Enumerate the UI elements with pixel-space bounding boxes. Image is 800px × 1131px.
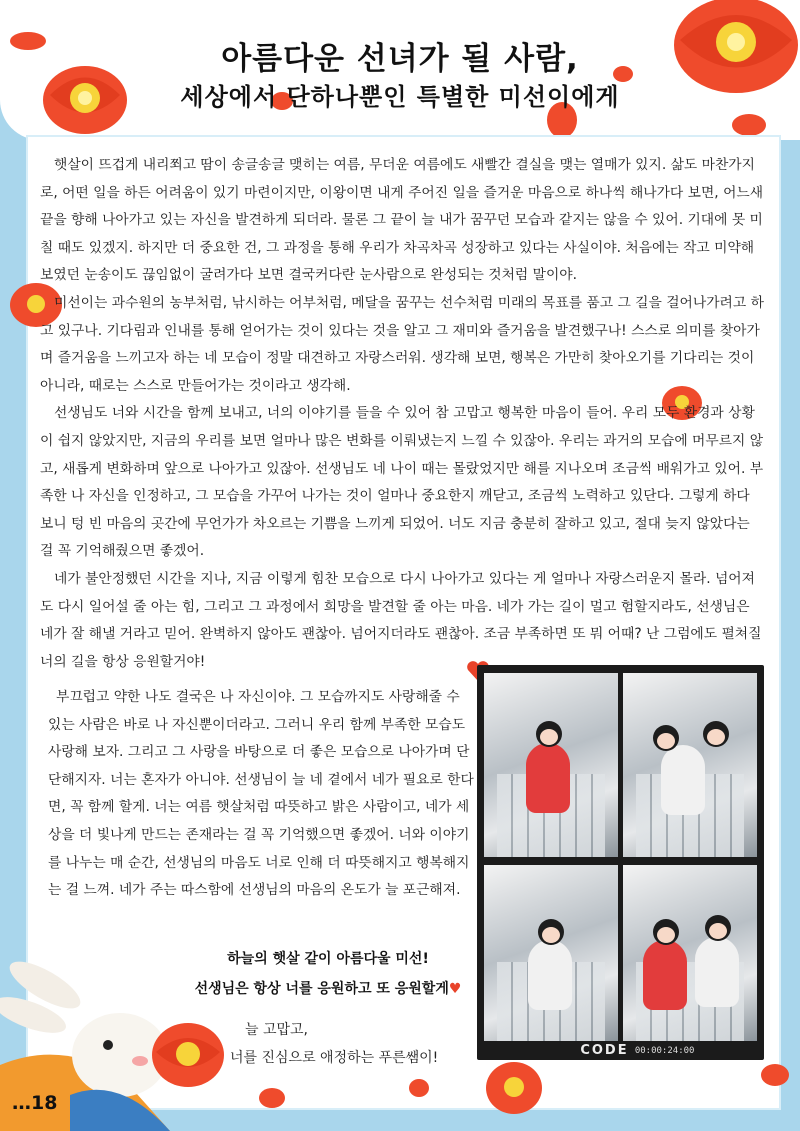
- signoff-line: 늘 고맙고,: [245, 1022, 308, 1038]
- letter-paragraph: 네가 불안정했던 시간을 지나, 지금 이렇게 힘찬 모습으로 다시 나아가고 있다는 게 얼마나 자랑스러운지 몰라. 넘어져도 다시 일어설 줄 아는 힘, 그리고 그 과정에서 희망을 발견할 줄 아는 마음. 네가 가는 길이 멀고 험할지라도, 선생님은 네가 잘 해낼 거라고 믿어. 완벽하지 않아도 괜찮아. 넘어지더라도 괜찮아. 조금 부족하면 또 뭐 어때? 난 그럼에도 펼쳐질 너의 길을 항상 응원할거야!: [40, 570, 762, 670]
- letter-paragraph: 선생님도 너와 시간을 함께 보내고, 너의 이야기를 들을 수 있어 참 고맙고 행복한 마음이 들어. 우리 모두 환경과 상황이 쉽지 않았지만, 지금의 우리를 보면 얼마나 많은 변화를 이뤄냈는지 느낄 수 있잖아. 우리는 과거의 모습에 머무르지 않고, 새롭게 변화하며 앞으로 나아가고 있잖아. 선생님도 네 나이 때는 몰랐었지만 해를 지나오며 조금씩 배워가고 있어. 부족한 나 자신을 인정하고, 그 모습을 가꾸어 나가는 것이 얼마나 중요한지 깨닫고, 조금씩 노력하고 있단다. 그렇게 하다 보니 텅 빈 마음의 곳간에 무언가가 차오르는 기쁨을 느끼게 되었어. 너도 지금 충분히 잘하고 있고, 절대 늦지 않았다는 걸 꼭 기억해줬으면 좋겠어.: [40, 405, 764, 560]
- photo-frame: [623, 865, 757, 1041]
- petal-icon: [760, 1062, 790, 1088]
- photo-frame: [484, 673, 618, 857]
- letter-side-column: [48, 684, 476, 905]
- camellia-flower-icon: [484, 1060, 544, 1116]
- letter-paragraph: 미선이는 과수원의 농부처럼, 낚시하는 어부처럼, 메달을 꿈꾸는 선수처럼 미래의 목표를 품고 그 길을 걸어나가려고 하고 있구나. 기다림과 인내를 통해 얻어가는 것이 있다는 것을 알고 그 재미와 즐거움을 발견했구나! 스스로 의미를 찾아가며 즐거움을 느끼고자 하는 네 모습이 정말 대견하고 자랑스러워. 생각해 보면, 행복은 가만히 찾아오기를 기다리는 것이 아니라, 때로는 스스로 만들어가는 것이라고 생각해.: [40, 294, 764, 394]
- closing-line: 선생님은 항상 너를 응원하고 또 응원할게♥: [194, 981, 462, 997]
- signoff-line: 너를 진심으로 애정하는 푸른쌤이!: [230, 1050, 439, 1066]
- camellia-flower-icon: [150, 1020, 226, 1090]
- page-title: 아름다운 선녀가 될 사람,: [221, 40, 579, 77]
- page-number: …18: [12, 1092, 58, 1114]
- photo-frame: [623, 673, 757, 857]
- photo-timestamp: 00:00:24:00: [634, 1046, 695, 1056]
- petal-icon: [258, 1086, 286, 1110]
- heart-icon: ♥: [448, 981, 462, 997]
- letter-body: [40, 152, 764, 676]
- closing-line: 하늘의 햇살 같이 아름다울 미선!: [227, 951, 429, 967]
- page-subtitle: 세상에서 단하나뿐인 특별한 미선이에게: [180, 82, 620, 111]
- signoff: [230, 1016, 470, 1072]
- letter-paragraph: 햇살이 뜨겁게 내리쬐고 땀이 송글송글 맺히는 여름, 무더운 여름에도 새빨간 결실을 맺는 열매가 있지. 삶도 마찬가지로, 어떤 일을 하든 어려움이 있기 마련이지만, 이왕이면 내게 주어진 일을 즐거운 마음으로 하나씩 해나가다 보면, 어느새 끝을 향해 나아가고 있는 자신을 발견하게 되더라. 물론 그 끝이 늘 내가 꿈꾸던 모습과 같지는 않을 수 있어. 기대에 못 미칠 때도 있겠지. 하지만 더 중요한 건, 그 과정을 통해 우리가 차곡차곡 성장하고 있다는 사실이야. 처음에는 작고 미약해 보였던 눈송이도 끊임없이 굴려가다 보면 결국커다란 눈사람으로 완성되는 것처럼 말이야.: [40, 157, 764, 284]
- photo-logo: CODE: [580, 1043, 629, 1058]
- letter-paragraph: 부끄럽고 약한 나도 결국은 나 자신이야. 그 모습까지도 사랑해줄 수 있는 사람은 바로 나 자신뿐이더라고. 그러니 우리 함께 부족한 모습도 사랑해 보자. 그리고 그 사랑을 바탕으로 더 좋은 모습으로 나아가며 단단해지자. 너는 혼자가 아니야. 선생님이 늘 네 곁에서 네가 필요로 한다면, 꼭 함께 할게. 너는 여름 햇살처럼 따뜻하고 밝은 사람이고, 네가 세상을 더 빛나게 만드는 존재라는 걸 꼭 기억했으면 좋겠어. 너와 이야기를 나누는 매 순간, 선생님의 마음도 너로 인해 더 따뜻해지고 행복해지는 걸 느껴. 네가 주는 따스함에 선생님의 마음의 온도가 늘 포근해져.: [48, 689, 474, 899]
- petal-icon: [408, 1078, 430, 1098]
